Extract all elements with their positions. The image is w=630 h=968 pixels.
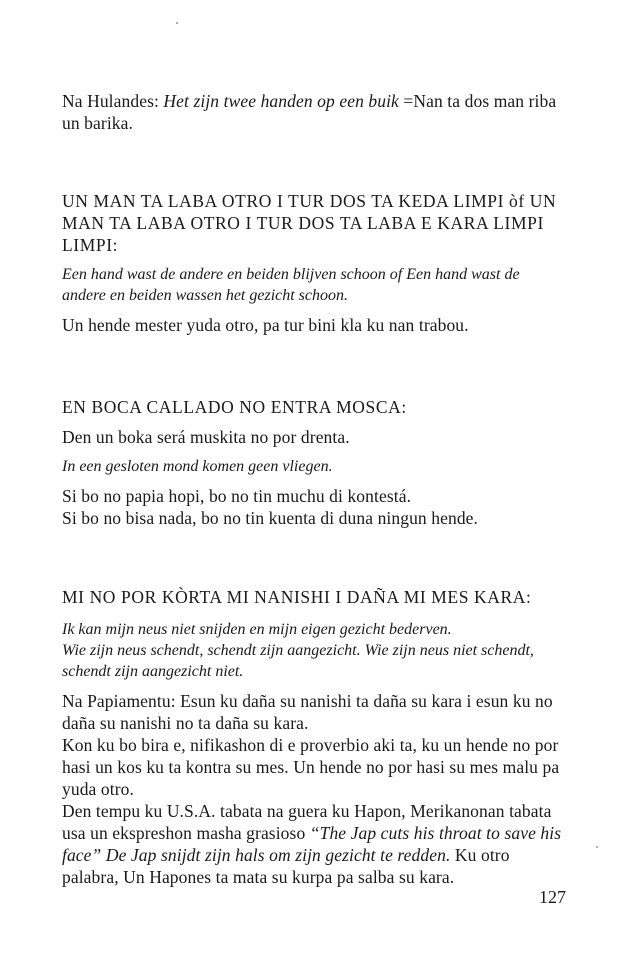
intro-paragraph	[62, 90, 562, 134]
page-number: 127	[539, 887, 566, 907]
intro-prefix: Na Hulandes:	[62, 91, 164, 111]
proverb-section-2	[62, 396, 562, 529]
proverb-heading: EN BOCA CALLADO NO ENTRA MOSCA:	[62, 397, 407, 417]
dutch-translation: Een hand wast de andere en beiden blijven schoon of Een hand wast de andere en beiden wassen het gezicht schoon.	[62, 266, 520, 304]
proverb-section-1	[62, 190, 562, 336]
intro-block	[62, 90, 562, 134]
scan-speck	[176, 22, 178, 24]
papiamentu-explanation: Un hende mester yuda otro, pa tur bini kla ku nan trabou.	[62, 315, 469, 335]
proverb-section-3	[62, 586, 562, 888]
meaning-paragraph: Kon ku bo bira e, nifikashon di e proverbio aki ta, ku un hende no por hasi un kos ku ta kontra su mes. Un hende no por hasi su mes malu pa yuda otro.	[62, 735, 560, 799]
proverb-heading: MI NO POR KÒRTA MI NANISHI I DAÑA MI MES KARA:	[62, 587, 532, 607]
english-expression: “The Jap cuts his throat to save his face” De Jap snijdt zijn hals om zijn gezicht te redden.	[62, 823, 562, 865]
intro-suffix: =Nan ta dos man riba un barika.	[62, 91, 557, 133]
intro-dutch-phrase: Het zijn twee handen op een buik	[163, 91, 399, 111]
history-paragraph	[62, 800, 562, 888]
history-text-end: Ku otro palabra, Un Hapones ta mata su kurpa pa salba su kara.	[62, 845, 510, 887]
scan-speck	[596, 846, 598, 848]
dutch-variant: Wie zijn neus schendt, schendt zijn aangezicht. Wie zijn neus niet schendt, schendt zijn aangezicht niet.	[62, 642, 534, 680]
dutch-translation: In een gesloten mond komen geen vliegen.	[62, 458, 333, 475]
papiamentu-explanation: Na Papiamentu: Esun ku daña su nanishi ta daña su kara i esun ku no daña su nanishi no ta daña su kara.	[62, 691, 553, 733]
papiamentu-translation: Den un boka será muskita no por drenta.	[62, 427, 350, 447]
explanation-line: Si bo no bisa nada, bo no tin kuenta di duna ningun hende.	[62, 508, 479, 528]
proverb-heading: UN MAN TA LABA OTRO I TUR DOS TA KEDA LIMPI òf UN MAN TA LABA OTRO I TUR DOS TA LABA E KARA LIMPI LIMPI:	[62, 191, 557, 255]
dutch-translation: Ik kan mijn neus niet snijden en mijn eigen gezicht bederven.	[62, 621, 452, 638]
explanation-line: Si bo no papia hopi, bo no tin muchu di kontestá.	[62, 486, 412, 506]
history-text-start: Den tempu ku U.S.A. tabata na guera ku Hapon, Merikanonan tabata usa un ekspreshon masha grasioso	[62, 801, 552, 843]
